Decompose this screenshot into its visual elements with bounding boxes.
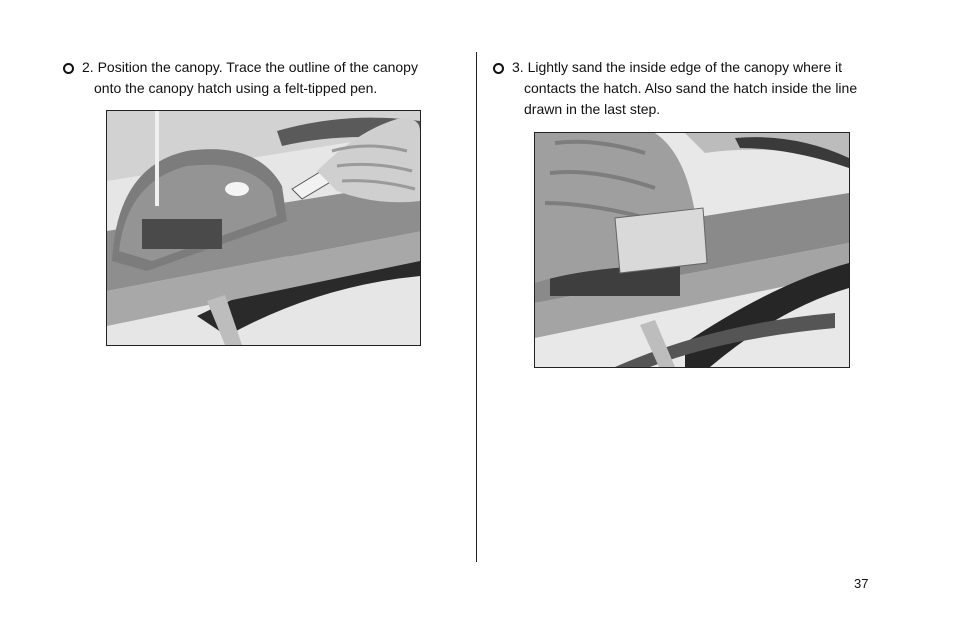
circle-checkbox-icon[interactable] xyxy=(493,63,504,74)
step-2 xyxy=(63,57,463,99)
circle-checkbox-icon[interactable] xyxy=(63,63,74,74)
step-3 xyxy=(493,57,893,120)
step-number: 3. xyxy=(512,59,524,75)
step-text-rest: onto the canopy hatch using a felt-tipped pen. xyxy=(94,80,378,96)
step-text-rest: contacts the hatch. Also sand the hatch inside the line drawn in the last step. xyxy=(524,80,858,117)
canopy-tracing-photo xyxy=(106,110,421,346)
step-text-line1: Position the canopy. Trace the outline of the canopy xyxy=(97,59,418,75)
column-divider xyxy=(476,52,477,562)
page-number: 37 xyxy=(854,576,869,591)
step-number: 2. xyxy=(82,59,94,75)
hatch-sanding-photo xyxy=(534,132,850,368)
step-text-line1: Lightly sand the inside edge of the canopy where it xyxy=(527,59,843,75)
